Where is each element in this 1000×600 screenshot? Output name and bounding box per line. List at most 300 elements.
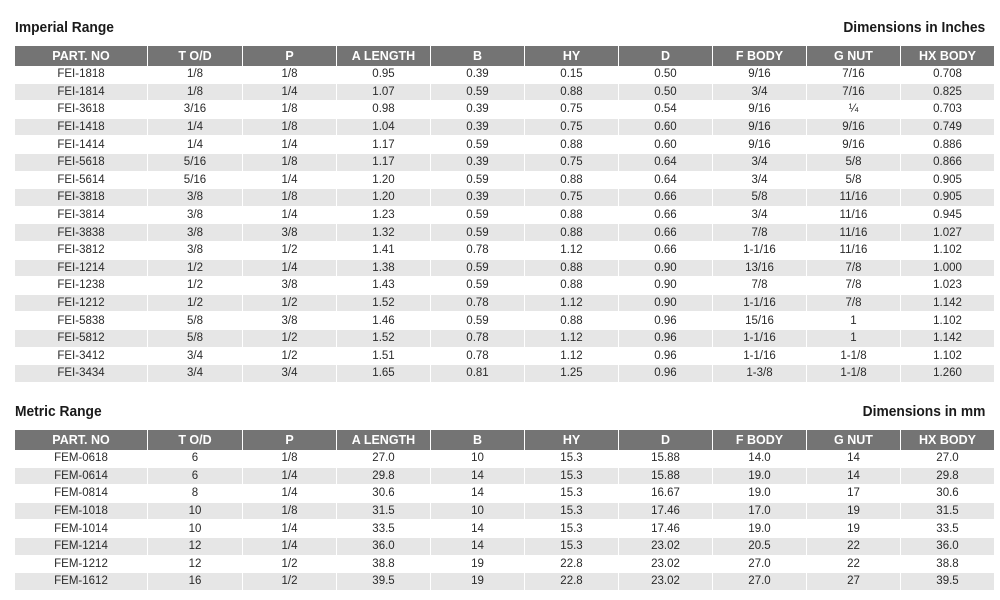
table-cell: 3/8 bbox=[243, 277, 337, 295]
table-cell: 1.23 bbox=[337, 206, 431, 224]
table-cell: 1.102 bbox=[901, 347, 995, 365]
table-cell: 1.52 bbox=[337, 329, 431, 347]
table-cell: 17.46 bbox=[619, 520, 713, 538]
table-cell: 0.98 bbox=[337, 101, 431, 119]
table-cell: 0.96 bbox=[619, 365, 713, 383]
table-cell: FEI-1212 bbox=[15, 294, 148, 312]
table-cell: 0.749 bbox=[901, 118, 995, 136]
table-cell: 1.000 bbox=[901, 259, 995, 277]
table-cell: 1.25 bbox=[525, 365, 619, 383]
table-cell: 1/2 bbox=[243, 347, 337, 365]
table-cell: 14.0 bbox=[713, 450, 807, 467]
table-cell: 14 bbox=[431, 467, 525, 485]
table-cell: 0.15 bbox=[525, 66, 619, 83]
table-cell: 1/4 bbox=[243, 485, 337, 503]
imperial-column-header: HX BODY bbox=[901, 46, 995, 66]
table-cell: 0.905 bbox=[901, 171, 995, 189]
table-row bbox=[15, 189, 994, 207]
table-cell: 0.66 bbox=[619, 206, 713, 224]
table-cell: ¼ bbox=[807, 101, 901, 119]
table-cell: 1-3/8 bbox=[713, 365, 807, 383]
table-cell: 11/16 bbox=[807, 241, 901, 259]
table-cell: 7/8 bbox=[713, 224, 807, 242]
table-cell: 0.90 bbox=[619, 294, 713, 312]
table-cell: 1 bbox=[807, 329, 901, 347]
table-cell: 1/4 bbox=[148, 118, 243, 136]
table-cell: 9/16 bbox=[713, 118, 807, 136]
table-cell: 1.04 bbox=[337, 118, 431, 136]
table-cell: 0.866 bbox=[901, 153, 995, 171]
table-cell: FEI-1818 bbox=[15, 66, 148, 83]
table-cell: FEM-1214 bbox=[15, 537, 148, 555]
table-cell: 1.46 bbox=[337, 312, 431, 330]
imperial-column-header: F BODY bbox=[713, 46, 807, 66]
table-row bbox=[15, 450, 994, 467]
table-cell: FEI-5614 bbox=[15, 171, 148, 189]
table-cell: FEI-1414 bbox=[15, 136, 148, 154]
table-row bbox=[15, 329, 994, 347]
table-cell: 1/8 bbox=[243, 101, 337, 119]
metric-column-header: HY bbox=[525, 430, 619, 450]
table-cell: 1.260 bbox=[901, 365, 995, 383]
table-cell: 33.5 bbox=[337, 520, 431, 538]
table-cell: FEI-3818 bbox=[15, 189, 148, 207]
table-cell: 9/16 bbox=[807, 136, 901, 154]
table-cell: 27 bbox=[807, 573, 901, 591]
table-cell: 30.6 bbox=[901, 485, 995, 503]
table-cell: 0.59 bbox=[431, 277, 525, 295]
table-cell: 0.78 bbox=[431, 347, 525, 365]
table-cell: 19 bbox=[431, 555, 525, 573]
table-cell: 7/16 bbox=[807, 66, 901, 83]
table-cell: 38.8 bbox=[901, 555, 995, 573]
table-cell: 1/2 bbox=[243, 573, 337, 591]
table-row bbox=[15, 555, 994, 573]
table-cell: 0.88 bbox=[525, 171, 619, 189]
table-cell: 1/2 bbox=[243, 329, 337, 347]
table-cell: FEI-3618 bbox=[15, 101, 148, 119]
table-cell: 36.0 bbox=[337, 537, 431, 555]
table-cell: 1/4 bbox=[243, 467, 337, 485]
table-cell: 19 bbox=[807, 502, 901, 520]
table-cell: 0.59 bbox=[431, 259, 525, 277]
metric-section bbox=[15, 396, 985, 591]
table-cell: FEI-3838 bbox=[15, 224, 148, 242]
table-cell: 0.59 bbox=[431, 206, 525, 224]
table-cell: 5/8 bbox=[148, 329, 243, 347]
imperial-column-header: HY bbox=[525, 46, 619, 66]
table-cell: 1.023 bbox=[901, 277, 995, 295]
table-cell: 1/8 bbox=[243, 189, 337, 207]
table-cell: 1.17 bbox=[337, 136, 431, 154]
table-cell: 0.39 bbox=[431, 153, 525, 171]
table-cell: 0.39 bbox=[431, 118, 525, 136]
table-row bbox=[15, 66, 994, 83]
table-cell: 14 bbox=[807, 467, 901, 485]
table-cell: 1.43 bbox=[337, 277, 431, 295]
table-cell: 29.8 bbox=[337, 467, 431, 485]
table-cell: 3/8 bbox=[243, 224, 337, 242]
table-cell: 1.12 bbox=[525, 241, 619, 259]
metric-column-header: A LENGTH bbox=[337, 430, 431, 450]
table-cell: 38.8 bbox=[337, 555, 431, 573]
table-cell: 1-1/16 bbox=[713, 294, 807, 312]
table-cell: FEI-3812 bbox=[15, 241, 148, 259]
table-cell: 1/2 bbox=[148, 294, 243, 312]
table-row bbox=[15, 573, 994, 591]
imperial-section bbox=[15, 12, 985, 383]
table-cell: 31.5 bbox=[337, 502, 431, 520]
table-cell: 1.12 bbox=[525, 347, 619, 365]
table-cell: 1/8 bbox=[243, 153, 337, 171]
table-cell: 0.905 bbox=[901, 189, 995, 207]
table-cell: 5/16 bbox=[148, 153, 243, 171]
table-cell: 0.59 bbox=[431, 171, 525, 189]
table-cell: FEI-1238 bbox=[15, 277, 148, 295]
metric-title: Metric Range bbox=[15, 403, 102, 420]
table-cell: 7/8 bbox=[713, 277, 807, 295]
table-cell: 0.66 bbox=[619, 241, 713, 259]
table-row bbox=[15, 347, 994, 365]
table-cell: 1/8 bbox=[148, 66, 243, 83]
table-cell: 27.0 bbox=[713, 555, 807, 573]
table-cell: 33.5 bbox=[901, 520, 995, 538]
table-row bbox=[15, 101, 994, 119]
table-cell: 22.8 bbox=[525, 573, 619, 591]
table-cell: 0.50 bbox=[619, 83, 713, 101]
table-cell: 3/16 bbox=[148, 101, 243, 119]
table-cell: 22.8 bbox=[525, 555, 619, 573]
table-cell: 27.0 bbox=[901, 450, 995, 467]
table-cell: FEI-5812 bbox=[15, 329, 148, 347]
metric-header-row bbox=[15, 430, 994, 450]
imperial-column-header: A LENGTH bbox=[337, 46, 431, 66]
table-cell: 15.3 bbox=[525, 485, 619, 503]
table-cell: 1/8 bbox=[243, 66, 337, 83]
table-cell: 15.3 bbox=[525, 537, 619, 555]
table-cell: 3/4 bbox=[148, 365, 243, 383]
metric-column-header: D bbox=[619, 430, 713, 450]
table-cell: 1/4 bbox=[148, 136, 243, 154]
imperial-table bbox=[15, 46, 994, 383]
table-cell: 15/16 bbox=[713, 312, 807, 330]
table-cell: 10 bbox=[431, 450, 525, 467]
table-cell: 3/4 bbox=[713, 83, 807, 101]
table-row bbox=[15, 118, 994, 136]
metric-column-header: HX BODY bbox=[901, 430, 995, 450]
table-cell: 3/4 bbox=[713, 153, 807, 171]
imperial-column-header: T O/D bbox=[148, 46, 243, 66]
table-row bbox=[15, 467, 994, 485]
table-cell: 1-1/16 bbox=[713, 347, 807, 365]
table-cell: 0.88 bbox=[525, 83, 619, 101]
table-cell: 0.703 bbox=[901, 101, 995, 119]
table-row bbox=[15, 153, 994, 171]
table-cell: 12 bbox=[148, 537, 243, 555]
table-cell: 0.66 bbox=[619, 189, 713, 207]
table-cell: 1.17 bbox=[337, 153, 431, 171]
table-cell: 1/2 bbox=[243, 294, 337, 312]
table-cell: FEM-1018 bbox=[15, 502, 148, 520]
table-cell: 0.88 bbox=[525, 136, 619, 154]
table-cell: 19.0 bbox=[713, 485, 807, 503]
table-cell: 1/4 bbox=[243, 83, 337, 101]
table-cell: 0.88 bbox=[525, 206, 619, 224]
table-cell: FEI-1418 bbox=[15, 118, 148, 136]
table-cell: 0.78 bbox=[431, 329, 525, 347]
table-cell: 30.6 bbox=[337, 485, 431, 503]
metric-header bbox=[15, 396, 985, 420]
table-cell: 10 bbox=[148, 502, 243, 520]
table-cell: 19 bbox=[807, 520, 901, 538]
table-cell: 0.60 bbox=[619, 118, 713, 136]
table-cell: 15.3 bbox=[525, 502, 619, 520]
table-cell: 1/2 bbox=[243, 555, 337, 573]
table-cell: 0.88 bbox=[525, 312, 619, 330]
table-cell: 1/2 bbox=[148, 277, 243, 295]
table-cell: 31.5 bbox=[901, 502, 995, 520]
table-cell: 5/8 bbox=[148, 312, 243, 330]
metric-table bbox=[15, 430, 994, 591]
table-cell: 10 bbox=[148, 520, 243, 538]
table-cell: FEM-1612 bbox=[15, 573, 148, 591]
table-cell: 0.39 bbox=[431, 189, 525, 207]
table-cell: 0.39 bbox=[431, 101, 525, 119]
metric-column-header: B bbox=[431, 430, 525, 450]
table-cell: 1/2 bbox=[148, 259, 243, 277]
table-row bbox=[15, 537, 994, 555]
table-cell: 15.3 bbox=[525, 450, 619, 467]
table-cell: FEI-3434 bbox=[15, 365, 148, 383]
table-cell: FEM-1014 bbox=[15, 520, 148, 538]
table-cell: 17 bbox=[807, 485, 901, 503]
table-row bbox=[15, 224, 994, 242]
table-row bbox=[15, 171, 994, 189]
table-cell: 7/8 bbox=[807, 259, 901, 277]
table-cell: 15.3 bbox=[525, 520, 619, 538]
table-cell: 1.12 bbox=[525, 294, 619, 312]
metric-dimensions-label: Dimensions in mm bbox=[862, 403, 985, 420]
table-row bbox=[15, 502, 994, 520]
table-cell: 23.02 bbox=[619, 555, 713, 573]
table-cell: 0.95 bbox=[337, 66, 431, 83]
table-cell: 1.51 bbox=[337, 347, 431, 365]
table-cell: 1/8 bbox=[148, 83, 243, 101]
table-cell: 3/4 bbox=[713, 171, 807, 189]
table-cell: 14 bbox=[431, 485, 525, 503]
imperial-header bbox=[15, 12, 985, 36]
table-cell: 19.0 bbox=[713, 467, 807, 485]
table-cell: 12 bbox=[148, 555, 243, 573]
table-cell: 0.825 bbox=[901, 83, 995, 101]
table-row bbox=[15, 277, 994, 295]
table-cell: FEI-3814 bbox=[15, 206, 148, 224]
table-cell: 1.142 bbox=[901, 294, 995, 312]
table-cell: 5/16 bbox=[148, 171, 243, 189]
table-cell: 11/16 bbox=[807, 224, 901, 242]
table-cell: 0.66 bbox=[619, 224, 713, 242]
table-cell: 1.41 bbox=[337, 241, 431, 259]
table-cell: 1.32 bbox=[337, 224, 431, 242]
table-cell: 0.96 bbox=[619, 312, 713, 330]
table-cell: 0.64 bbox=[619, 153, 713, 171]
table-cell: 10 bbox=[431, 502, 525, 520]
table-cell: 7/8 bbox=[807, 277, 901, 295]
table-row bbox=[15, 241, 994, 259]
table-cell: 1-1/8 bbox=[807, 347, 901, 365]
table-cell: FEM-1212 bbox=[15, 555, 148, 573]
table-cell: 3/8 bbox=[148, 224, 243, 242]
table-cell: 1.38 bbox=[337, 259, 431, 277]
table-cell: 0.50 bbox=[619, 66, 713, 83]
metric-column-header: P bbox=[243, 430, 337, 450]
table-row bbox=[15, 365, 994, 383]
table-cell: 1 bbox=[807, 312, 901, 330]
table-cell: 0.96 bbox=[619, 347, 713, 365]
metric-column-header: PART. NO bbox=[15, 430, 148, 450]
table-cell: 0.708 bbox=[901, 66, 995, 83]
table-cell: 6 bbox=[148, 467, 243, 485]
imperial-title: Imperial Range bbox=[15, 19, 114, 36]
table-cell: 1/8 bbox=[243, 118, 337, 136]
table-cell: 0.945 bbox=[901, 206, 995, 224]
table-cell: 1.65 bbox=[337, 365, 431, 383]
table-cell: 11/16 bbox=[807, 206, 901, 224]
table-cell: 0.39 bbox=[431, 66, 525, 83]
table-cell: 1-1/16 bbox=[713, 241, 807, 259]
table-cell: 1/4 bbox=[243, 520, 337, 538]
table-cell: 16.67 bbox=[619, 485, 713, 503]
table-cell: 8 bbox=[148, 485, 243, 503]
table-cell: 0.78 bbox=[431, 241, 525, 259]
table-cell: 5/8 bbox=[713, 189, 807, 207]
table-cell: 0.64 bbox=[619, 171, 713, 189]
table-cell: 1.102 bbox=[901, 312, 995, 330]
table-cell: 1/8 bbox=[243, 502, 337, 520]
table-cell: 1-1/16 bbox=[713, 329, 807, 347]
table-cell: 22 bbox=[807, 537, 901, 555]
imperial-column-header: B bbox=[431, 46, 525, 66]
table-cell: 0.59 bbox=[431, 224, 525, 242]
table-cell: FEI-1214 bbox=[15, 259, 148, 277]
table-cell: 1.52 bbox=[337, 294, 431, 312]
table-cell: 9/16 bbox=[807, 118, 901, 136]
table-cell: 23.02 bbox=[619, 573, 713, 591]
table-cell: 1/2 bbox=[243, 241, 337, 259]
table-cell: 0.59 bbox=[431, 312, 525, 330]
table-cell: 13/16 bbox=[713, 259, 807, 277]
imperial-column-header: D bbox=[619, 46, 713, 66]
metric-column-header: T O/D bbox=[148, 430, 243, 450]
table-cell: 0.75 bbox=[525, 118, 619, 136]
table-cell: 9/16 bbox=[713, 101, 807, 119]
table-cell: 0.81 bbox=[431, 365, 525, 383]
table-cell: 22 bbox=[807, 555, 901, 573]
table-cell: 11/16 bbox=[807, 189, 901, 207]
table-cell: 1/4 bbox=[243, 171, 337, 189]
table-row bbox=[15, 312, 994, 330]
table-cell: 0.75 bbox=[525, 189, 619, 207]
table-cell: 1/4 bbox=[243, 537, 337, 555]
table-cell: 17.0 bbox=[713, 502, 807, 520]
table-cell: 1/4 bbox=[243, 136, 337, 154]
table-cell: 1.12 bbox=[525, 329, 619, 347]
table-cell: FEM-0814 bbox=[15, 485, 148, 503]
table-cell: 1/8 bbox=[243, 450, 337, 467]
table-cell: 0.90 bbox=[619, 277, 713, 295]
table-cell: FEI-5838 bbox=[15, 312, 148, 330]
table-cell: 3/8 bbox=[148, 206, 243, 224]
table-cell: 27.0 bbox=[337, 450, 431, 467]
table-cell: 0.88 bbox=[525, 277, 619, 295]
table-row bbox=[15, 520, 994, 538]
table-cell: 16 bbox=[148, 573, 243, 591]
table-cell: 29.8 bbox=[901, 467, 995, 485]
table-cell: 0.59 bbox=[431, 83, 525, 101]
imperial-column-header: P bbox=[243, 46, 337, 66]
imperial-header-row bbox=[15, 46, 994, 66]
table-cell: 0.54 bbox=[619, 101, 713, 119]
table-cell: 0.96 bbox=[619, 329, 713, 347]
table-cell: FEM-0614 bbox=[15, 467, 148, 485]
table-cell: 0.75 bbox=[525, 101, 619, 119]
table-cell: 3/4 bbox=[243, 365, 337, 383]
table-cell: 0.75 bbox=[525, 153, 619, 171]
table-cell: 0.886 bbox=[901, 136, 995, 154]
imperial-dimensions-label: Dimensions in Inches bbox=[843, 19, 985, 36]
table-cell: FEI-3412 bbox=[15, 347, 148, 365]
table-cell: 39.5 bbox=[901, 573, 995, 591]
table-cell: 14 bbox=[431, 537, 525, 555]
table-cell: 3/4 bbox=[713, 206, 807, 224]
table-cell: 19.0 bbox=[713, 520, 807, 538]
table-cell: 3/8 bbox=[243, 312, 337, 330]
table-cell: FEM-0618 bbox=[15, 450, 148, 467]
metric-column-header: F BODY bbox=[713, 430, 807, 450]
table-row bbox=[15, 136, 994, 154]
metric-column-header: G NUT bbox=[807, 430, 901, 450]
table-cell: 7/16 bbox=[807, 83, 901, 101]
table-cell: 27.0 bbox=[713, 573, 807, 591]
table-cell: 14 bbox=[807, 450, 901, 467]
table-cell: 1.20 bbox=[337, 171, 431, 189]
table-cell: 0.78 bbox=[431, 294, 525, 312]
table-row bbox=[15, 259, 994, 277]
table-cell: 3/8 bbox=[148, 189, 243, 207]
table-cell: 14 bbox=[431, 520, 525, 538]
table-cell: 6 bbox=[148, 450, 243, 467]
table-cell: 3/4 bbox=[148, 347, 243, 365]
table-row bbox=[15, 206, 994, 224]
table-cell: 15.88 bbox=[619, 467, 713, 485]
table-cell: 20.5 bbox=[713, 537, 807, 555]
table-cell: FEI-5618 bbox=[15, 153, 148, 171]
table-cell: 5/8 bbox=[807, 153, 901, 171]
imperial-column-header: PART. NO bbox=[15, 46, 148, 66]
table-cell: 1.07 bbox=[337, 83, 431, 101]
table-cell: 0.88 bbox=[525, 224, 619, 242]
table-cell: 1/4 bbox=[243, 206, 337, 224]
table-cell: 0.59 bbox=[431, 136, 525, 154]
table-cell: 7/8 bbox=[807, 294, 901, 312]
table-cell: 1-1/8 bbox=[807, 365, 901, 383]
table-row bbox=[15, 485, 994, 503]
table-cell: 1.027 bbox=[901, 224, 995, 242]
imperial-column-header: G NUT bbox=[807, 46, 901, 66]
table-cell: 1/4 bbox=[243, 259, 337, 277]
table-cell: 17.46 bbox=[619, 502, 713, 520]
table-cell: FEI-1814 bbox=[15, 83, 148, 101]
